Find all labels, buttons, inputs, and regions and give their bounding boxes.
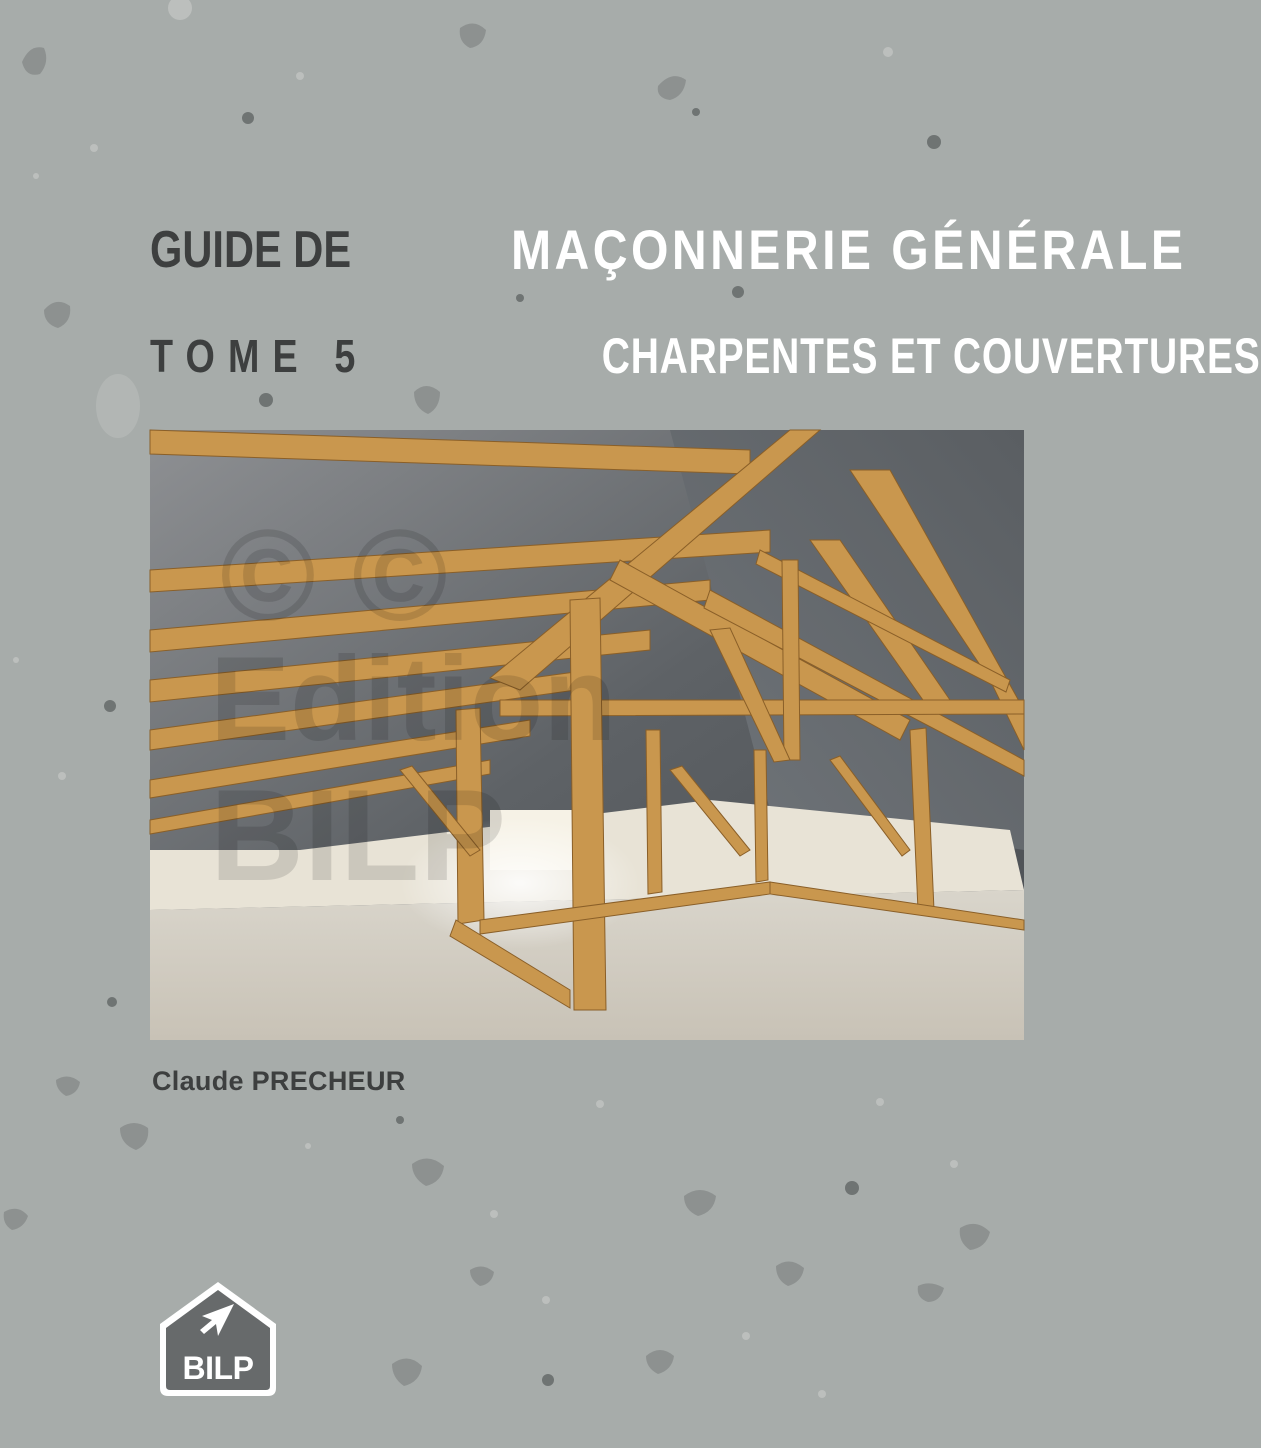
photo-watermark-line-3: BILP	[210, 762, 507, 908]
publisher-logo	[154, 1278, 282, 1400]
volume-label: TOME 5	[150, 330, 369, 382]
series-label: GUIDE DE	[150, 221, 352, 279]
photo-watermark-line-2: Edition	[210, 632, 617, 766]
volume-title: CHARPENTES ET COUVERTURES	[602, 328, 1261, 384]
volume-title-row	[150, 328, 1261, 384]
cover-photo-attic-trusses	[150, 430, 1024, 1040]
series-title-row	[150, 218, 1187, 282]
author-name: Claude PRECHEUR	[152, 1066, 406, 1096]
photo-watermark-line-1: © ©	[220, 502, 448, 648]
series-title: MAÇONNERIE GÉNÉRALE	[511, 218, 1187, 281]
publisher-logo-text: BILP	[182, 1350, 254, 1386]
